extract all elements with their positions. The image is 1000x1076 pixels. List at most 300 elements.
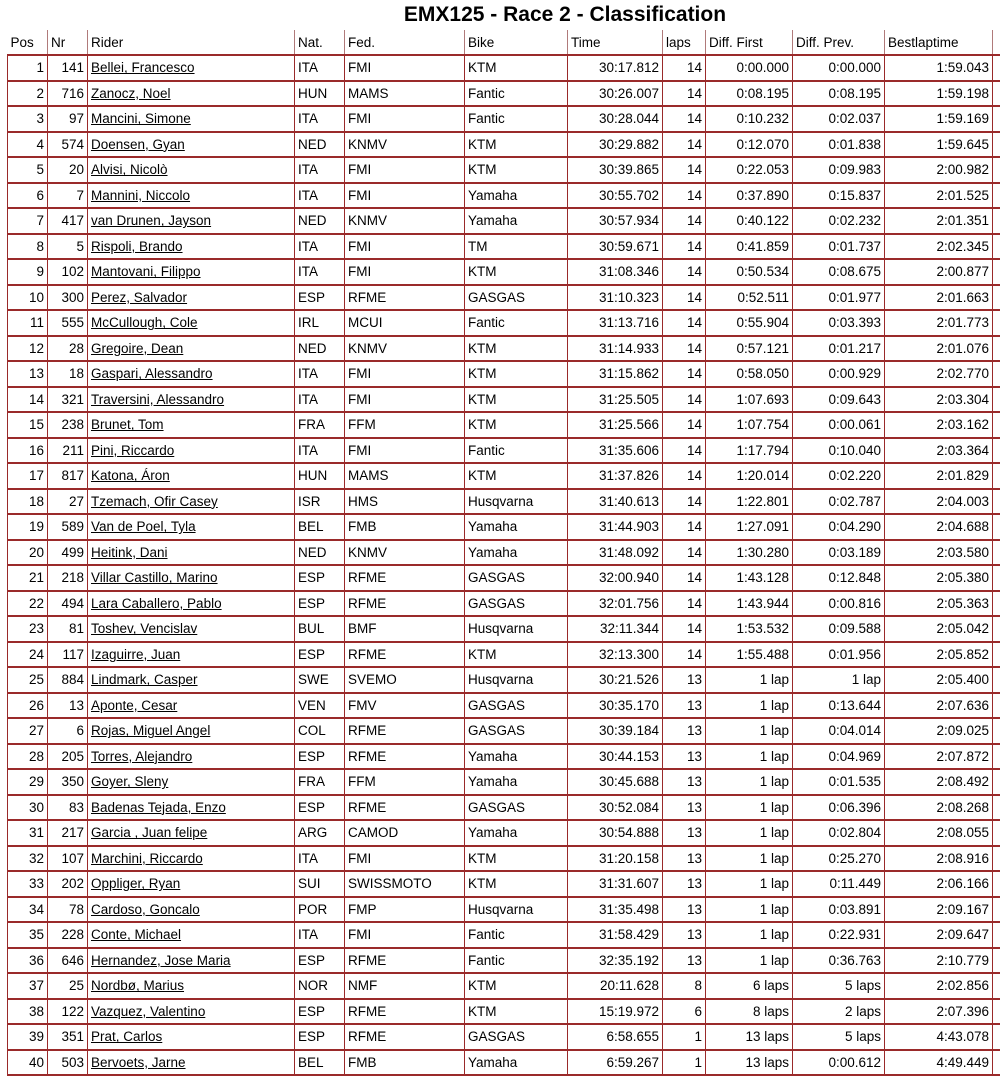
pos-cell: 13	[8, 361, 48, 387]
diff-prev-cell: 0:02.787	[793, 489, 885, 515]
rider-link[interactable]: Alvisi, Nicolò	[91, 162, 168, 177]
table-row	[8, 948, 1000, 974]
fed-cell: FMI	[345, 438, 465, 464]
rider-link[interactable]: Nordbø, Marius	[91, 978, 184, 993]
fed-cell: RFME	[345, 285, 465, 311]
pos-cell: 2	[8, 81, 48, 107]
table-row	[8, 591, 1000, 617]
fed-cell: FMV	[345, 693, 465, 719]
fed-cell: FMI	[345, 183, 465, 209]
nr-cell: 13	[48, 693, 88, 719]
bike-cell: GASGAS	[465, 1024, 568, 1050]
pos-cell: 1	[8, 55, 48, 81]
time-cell: 31:14.933	[568, 336, 663, 362]
fed-cell: FMI	[345, 361, 465, 387]
rider-link[interactable]: Cardoso, Goncalo	[91, 902, 200, 917]
table-row	[8, 208, 1000, 234]
time-cell: 31:58.429	[568, 922, 663, 948]
fed-cell: FMI	[345, 157, 465, 183]
nr-cell: 211	[48, 438, 88, 464]
bike-cell: KTM	[465, 259, 568, 285]
nat-cell: ITA	[295, 922, 345, 948]
table-row	[8, 438, 1000, 464]
pos-cell: 22	[8, 591, 48, 617]
extra-cell	[993, 667, 1000, 693]
rider-link[interactable]: Heitink, Dani	[91, 545, 168, 560]
bestlaptime-cell: 2:00.877	[885, 259, 993, 285]
time-cell: 31:40.613	[568, 489, 663, 515]
bike-cell: KTM	[465, 463, 568, 489]
bike-cell: GASGAS	[465, 565, 568, 591]
laps-cell: 14	[663, 463, 706, 489]
diff-first-cell: 13 laps	[706, 1050, 793, 1076]
rider-cell	[88, 820, 295, 846]
rider-cell	[88, 234, 295, 260]
bike-cell: Yamaha	[465, 769, 568, 795]
nr-cell: 25	[48, 973, 88, 999]
rider-cell	[88, 259, 295, 285]
pos-cell: 11	[8, 310, 48, 336]
rider-link[interactable]: Rispoli, Brando	[91, 239, 183, 254]
nat-cell: HUN	[295, 81, 345, 107]
rider-link[interactable]: Traversini, Alessandro	[91, 392, 224, 407]
time-cell: 32:11.344	[568, 616, 663, 642]
diff-first-cell: 1 lap	[706, 718, 793, 744]
rider-cell	[88, 769, 295, 795]
rider-link[interactable]: Brunet, Tom	[91, 417, 164, 432]
extra-cell	[993, 310, 1000, 336]
laps-cell: 14	[663, 489, 706, 515]
rider-cell	[88, 693, 295, 719]
rider-link[interactable]: Aponte, Cesar	[91, 698, 177, 713]
table-row	[8, 616, 1000, 642]
bestlaptime-cell: 2:08.268	[885, 795, 993, 821]
fed-cell: MCUI	[345, 310, 465, 336]
diff-prev-cell: 0:06.396	[793, 795, 885, 821]
col-header-fed: Fed.	[345, 30, 465, 55]
pos-cell: 35	[8, 922, 48, 948]
table-row	[8, 667, 1000, 693]
nr-cell: 78	[48, 897, 88, 923]
bike-cell: GASGAS	[465, 285, 568, 311]
fed-cell: FMI	[345, 846, 465, 872]
rider-link[interactable]: Katona, Áron	[91, 468, 170, 483]
table-row	[8, 973, 1000, 999]
pos-cell: 7	[8, 208, 48, 234]
pos-cell: 24	[8, 642, 48, 668]
rider-link[interactable]: Mantovani, Filippo	[91, 264, 201, 279]
table-row	[8, 183, 1000, 209]
rider-link[interactable]: Pini, Riccardo	[91, 443, 174, 458]
nr-cell: 205	[48, 744, 88, 770]
bestlaptime-cell: 2:03.580	[885, 540, 993, 566]
laps-cell: 13	[663, 718, 706, 744]
diff-first-cell: 1:53.532	[706, 616, 793, 642]
nat-cell: BUL	[295, 616, 345, 642]
pos-cell: 39	[8, 1024, 48, 1050]
rider-cell	[88, 565, 295, 591]
rider-link[interactable]: Gregoire, Dean	[91, 341, 183, 356]
time-cell: 30:17.812	[568, 55, 663, 81]
diff-prev-cell: 0:09.588	[793, 616, 885, 642]
bestlaptime-cell: 2:09.647	[885, 922, 993, 948]
col-header-nr: Nr	[48, 30, 88, 55]
nat-cell: ESP	[295, 565, 345, 591]
rider-link[interactable]: Van de Poel, Tyla	[91, 519, 196, 534]
laps-cell: 6	[663, 999, 706, 1025]
table-row	[8, 132, 1000, 158]
fed-cell: CAMOD	[345, 820, 465, 846]
rider-cell	[88, 973, 295, 999]
diff-prev-cell: 1 lap	[793, 667, 885, 693]
time-cell: 30:45.688	[568, 769, 663, 795]
bike-cell: Yamaha	[465, 208, 568, 234]
time-cell: 31:48.092	[568, 540, 663, 566]
nat-cell: IRL	[295, 310, 345, 336]
bike-cell: Yamaha	[465, 540, 568, 566]
pos-cell: 10	[8, 285, 48, 311]
pos-cell: 19	[8, 514, 48, 540]
rider-link[interactable]: Goyer, Sleny	[91, 774, 168, 789]
pos-cell: 37	[8, 973, 48, 999]
bestlaptime-cell: 2:01.351	[885, 208, 993, 234]
rider-link[interactable]: Torres, Alejandro	[91, 749, 192, 764]
table-row	[8, 310, 1000, 336]
diff-prev-cell: 0:00.061	[793, 412, 885, 438]
bike-cell: Fantic	[465, 81, 568, 107]
nat-cell: NED	[295, 208, 345, 234]
nr-cell: 217	[48, 820, 88, 846]
rider-cell	[88, 897, 295, 923]
diff-prev-cell: 0:01.838	[793, 132, 885, 158]
fed-cell: KNMV	[345, 208, 465, 234]
bike-cell: KTM	[465, 55, 568, 81]
bestlaptime-cell: 2:08.492	[885, 769, 993, 795]
diff-first-cell: 1 lap	[706, 820, 793, 846]
laps-cell: 13	[663, 948, 706, 974]
diff-first-cell: 1 lap	[706, 744, 793, 770]
pos-cell: 31	[8, 820, 48, 846]
nat-cell: ITA	[295, 438, 345, 464]
extra-cell	[993, 973, 1000, 999]
rider-cell	[88, 718, 295, 744]
bestlaptime-cell: 2:01.773	[885, 310, 993, 336]
nr-cell: 102	[48, 259, 88, 285]
bestlaptime-cell: 2:04.688	[885, 514, 993, 540]
rider-cell	[88, 438, 295, 464]
rider-cell	[88, 55, 295, 81]
diff-first-cell: 1 lap	[706, 693, 793, 719]
pos-cell: 14	[8, 387, 48, 413]
diff-prev-cell: 0:09.643	[793, 387, 885, 413]
laps-cell: 14	[663, 565, 706, 591]
nr-cell: 141	[48, 55, 88, 81]
rider-link[interactable]: Toshev, Vencislav	[91, 621, 197, 636]
diff-first-cell: 1:17.794	[706, 438, 793, 464]
time-cell: 30:29.882	[568, 132, 663, 158]
bike-cell: KTM	[465, 999, 568, 1025]
extra-cell	[993, 387, 1000, 413]
rider-link[interactable]: Izaguirre, Juan	[91, 647, 180, 662]
nat-cell: ESP	[295, 591, 345, 617]
extra-cell	[993, 438, 1000, 464]
nat-cell: BEL	[295, 514, 345, 540]
rider-link[interactable]: Marchini, Riccardo	[91, 851, 203, 866]
diff-prev-cell: 0:01.977	[793, 285, 885, 311]
nat-cell: ITA	[295, 846, 345, 872]
diff-first-cell: 1:30.280	[706, 540, 793, 566]
fed-cell: SWISSMOTO	[345, 871, 465, 897]
rider-link[interactable]: Zanocz, Noel	[91, 86, 171, 101]
pos-cell: 26	[8, 693, 48, 719]
rider-link[interactable]: Conte, Michael	[91, 927, 181, 942]
diff-prev-cell: 0:01.737	[793, 234, 885, 260]
pos-cell: 18	[8, 489, 48, 515]
nat-cell: ESP	[295, 744, 345, 770]
nr-cell: 646	[48, 948, 88, 974]
pos-cell: 40	[8, 1050, 48, 1076]
nat-cell: ITA	[295, 387, 345, 413]
rider-link[interactable]: Tzemach, Ofir Casey	[91, 494, 218, 509]
nr-cell: 238	[48, 412, 88, 438]
rider-cell	[88, 922, 295, 948]
rider-link[interactable]: Villar Castillo, Marino	[91, 570, 218, 585]
rider-link[interactable]: Rojas, Miguel Angel	[91, 723, 210, 738]
diff-prev-cell: 0:15.837	[793, 183, 885, 209]
diff-first-cell: 0:50.534	[706, 259, 793, 285]
diff-first-cell: 1:20.014	[706, 463, 793, 489]
fed-cell: FMP	[345, 897, 465, 923]
bike-cell: KTM	[465, 336, 568, 362]
extra-cell	[993, 540, 1000, 566]
bike-cell: Fantic	[465, 106, 568, 132]
rider-link[interactable]: Bervoets, Jarne	[91, 1055, 186, 1070]
diff-first-cell: 0:08.195	[706, 81, 793, 107]
laps-cell: 14	[663, 310, 706, 336]
table-row	[8, 744, 1000, 770]
rider-cell	[88, 514, 295, 540]
diff-prev-cell: 0:13.644	[793, 693, 885, 719]
table-row	[8, 514, 1000, 540]
time-cell: 31:35.498	[568, 897, 663, 923]
bestlaptime-cell: 2:06.166	[885, 871, 993, 897]
diff-first-cell: 0:37.890	[706, 183, 793, 209]
nat-cell: ITA	[295, 361, 345, 387]
fed-cell: RFME	[345, 642, 465, 668]
diff-prev-cell: 0:02.804	[793, 820, 885, 846]
bike-cell: KTM	[465, 157, 568, 183]
pos-cell: 32	[8, 846, 48, 872]
time-cell: 31:31.607	[568, 871, 663, 897]
pos-cell: 6	[8, 183, 48, 209]
extra-cell	[993, 336, 1000, 362]
pos-cell: 34	[8, 897, 48, 923]
rider-link[interactable]: Gaspari, Alessandro	[91, 366, 213, 381]
pos-cell: 17	[8, 463, 48, 489]
extra-cell	[993, 259, 1000, 285]
nat-cell: ESP	[295, 795, 345, 821]
table-row	[8, 540, 1000, 566]
time-cell: 31:13.716	[568, 310, 663, 336]
bike-cell: GASGAS	[465, 693, 568, 719]
nr-cell: 18	[48, 361, 88, 387]
extra-cell	[993, 871, 1000, 897]
rider-link[interactable]: Bellei, Francesco	[91, 60, 195, 75]
bike-cell: KTM	[465, 642, 568, 668]
nat-cell: ISR	[295, 489, 345, 515]
rider-link[interactable]: Perez, Salvador	[91, 290, 187, 305]
bike-cell: Yamaha	[465, 744, 568, 770]
nr-cell: 499	[48, 540, 88, 566]
diff-first-cell: 0:00.000	[706, 55, 793, 81]
col-header-rider: Rider	[88, 30, 295, 55]
rider-link[interactable]: van Drunen, Jayson	[91, 213, 211, 228]
diff-first-cell: 13 laps	[706, 1024, 793, 1050]
bike-cell: GASGAS	[465, 718, 568, 744]
rider-cell	[88, 795, 295, 821]
pos-cell: 38	[8, 999, 48, 1025]
diff-first-cell: 1:55.488	[706, 642, 793, 668]
diff-first-cell: 0:55.904	[706, 310, 793, 336]
pos-cell: 33	[8, 871, 48, 897]
bestlaptime-cell: 2:05.400	[885, 667, 993, 693]
rider-link[interactable]: Prat, Carlos	[91, 1029, 162, 1044]
col-header-time: Time	[568, 30, 663, 55]
laps-cell: 14	[663, 438, 706, 464]
bestlaptime-cell: 2:01.076	[885, 336, 993, 362]
nat-cell: ESP	[295, 948, 345, 974]
laps-cell: 14	[663, 642, 706, 668]
time-cell: 6:59.267	[568, 1050, 663, 1076]
rider-cell	[88, 1050, 295, 1076]
bike-cell: Yamaha	[465, 183, 568, 209]
time-cell: 30:21.526	[568, 667, 663, 693]
rider-link[interactable]: Oppliger, Ryan	[91, 876, 180, 891]
diff-prev-cell: 5 laps	[793, 973, 885, 999]
table-row	[8, 106, 1000, 132]
time-cell: 20:11.628	[568, 973, 663, 999]
table-row	[8, 846, 1000, 872]
laps-cell: 14	[663, 540, 706, 566]
table-row	[8, 922, 1000, 948]
nr-cell: 28	[48, 336, 88, 362]
extra-cell	[993, 183, 1000, 209]
fed-cell: FMI	[345, 922, 465, 948]
table-row	[8, 769, 1000, 795]
laps-cell: 14	[663, 387, 706, 413]
nat-cell: SUI	[295, 871, 345, 897]
bike-cell: KTM	[465, 132, 568, 158]
rider-cell	[88, 948, 295, 974]
nat-cell: ITA	[295, 55, 345, 81]
bestlaptime-cell: 2:10.779	[885, 948, 993, 974]
rider-link[interactable]: Mannini, Niccolo	[91, 188, 190, 203]
rider-cell	[88, 871, 295, 897]
diff-prev-cell: 0:03.189	[793, 540, 885, 566]
laps-cell: 14	[663, 514, 706, 540]
rider-link[interactable]: Vazquez, Valentino	[91, 1004, 205, 1019]
rider-link[interactable]: Hernandez, Jose Maria	[91, 953, 231, 968]
bike-cell: Yamaha	[465, 1050, 568, 1076]
rider-link[interactable]: Badenas Tejada, Enzo	[91, 800, 226, 815]
time-cell: 32:00.940	[568, 565, 663, 591]
laps-cell: 13	[663, 795, 706, 821]
pos-cell: 4	[8, 132, 48, 158]
fed-cell: RFME	[345, 591, 465, 617]
fed-cell: RFME	[345, 718, 465, 744]
bike-cell: KTM	[465, 846, 568, 872]
laps-cell: 1	[663, 1024, 706, 1050]
extra-cell	[993, 795, 1000, 821]
fed-cell: MAMS	[345, 463, 465, 489]
extra-cell	[993, 234, 1000, 260]
laps-cell: 13	[663, 846, 706, 872]
table-row	[8, 565, 1000, 591]
fed-cell: SVEMO	[345, 667, 465, 693]
bestlaptime-cell: 2:05.042	[885, 616, 993, 642]
diff-prev-cell: 0:22.931	[793, 922, 885, 948]
diff-first-cell: 0:10.232	[706, 106, 793, 132]
pos-cell: 9	[8, 259, 48, 285]
nr-cell: 300	[48, 285, 88, 311]
rider-link[interactable]: Doensen, Gyan	[91, 137, 185, 152]
nat-cell: NED	[295, 336, 345, 362]
rider-link[interactable]: Lara Caballero, Pablo	[91, 596, 222, 611]
diff-prev-cell: 0:01.956	[793, 642, 885, 668]
rider-cell	[88, 744, 295, 770]
rider-cell	[88, 642, 295, 668]
extra-cell	[993, 616, 1000, 642]
extra-cell	[993, 846, 1000, 872]
rider-cell	[88, 463, 295, 489]
rider-link[interactable]: Garcia , Juan felipe	[91, 825, 207, 840]
rider-link[interactable]: Mancini, Simone	[91, 111, 191, 126]
fed-cell: NMF	[345, 973, 465, 999]
table-row	[8, 999, 1000, 1025]
table-row	[8, 642, 1000, 668]
extra-cell	[993, 132, 1000, 158]
pos-cell: 36	[8, 948, 48, 974]
header-row	[8, 30, 1000, 55]
table-row	[8, 234, 1000, 260]
diff-prev-cell: 0:04.290	[793, 514, 885, 540]
extra-cell	[993, 81, 1000, 107]
nat-cell: BEL	[295, 1050, 345, 1076]
rider-link[interactable]: McCullough, Cole	[91, 315, 198, 330]
time-cell: 31:37.826	[568, 463, 663, 489]
pos-cell: 28	[8, 744, 48, 770]
bestlaptime-cell: 2:02.856	[885, 973, 993, 999]
diff-prev-cell: 0:02.232	[793, 208, 885, 234]
nat-cell: ARG	[295, 820, 345, 846]
bestlaptime-cell: 2:02.345	[885, 234, 993, 260]
bestlaptime-cell: 1:59.198	[885, 81, 993, 107]
extra-cell	[993, 693, 1000, 719]
nr-cell: 351	[48, 1024, 88, 1050]
bike-cell: KTM	[465, 412, 568, 438]
bike-cell: TM	[465, 234, 568, 260]
col-header-extra	[993, 30, 1000, 55]
diff-first-cell: 1:27.091	[706, 514, 793, 540]
extra-cell	[993, 412, 1000, 438]
col-header-bestlaptime: Bestlaptime	[885, 30, 993, 55]
rider-cell	[88, 616, 295, 642]
time-cell: 31:10.323	[568, 285, 663, 311]
fed-cell: RFME	[345, 565, 465, 591]
fed-cell: RFME	[345, 999, 465, 1025]
rider-link[interactable]: Lindmark, Casper	[91, 672, 198, 687]
pos-cell: 20	[8, 540, 48, 566]
